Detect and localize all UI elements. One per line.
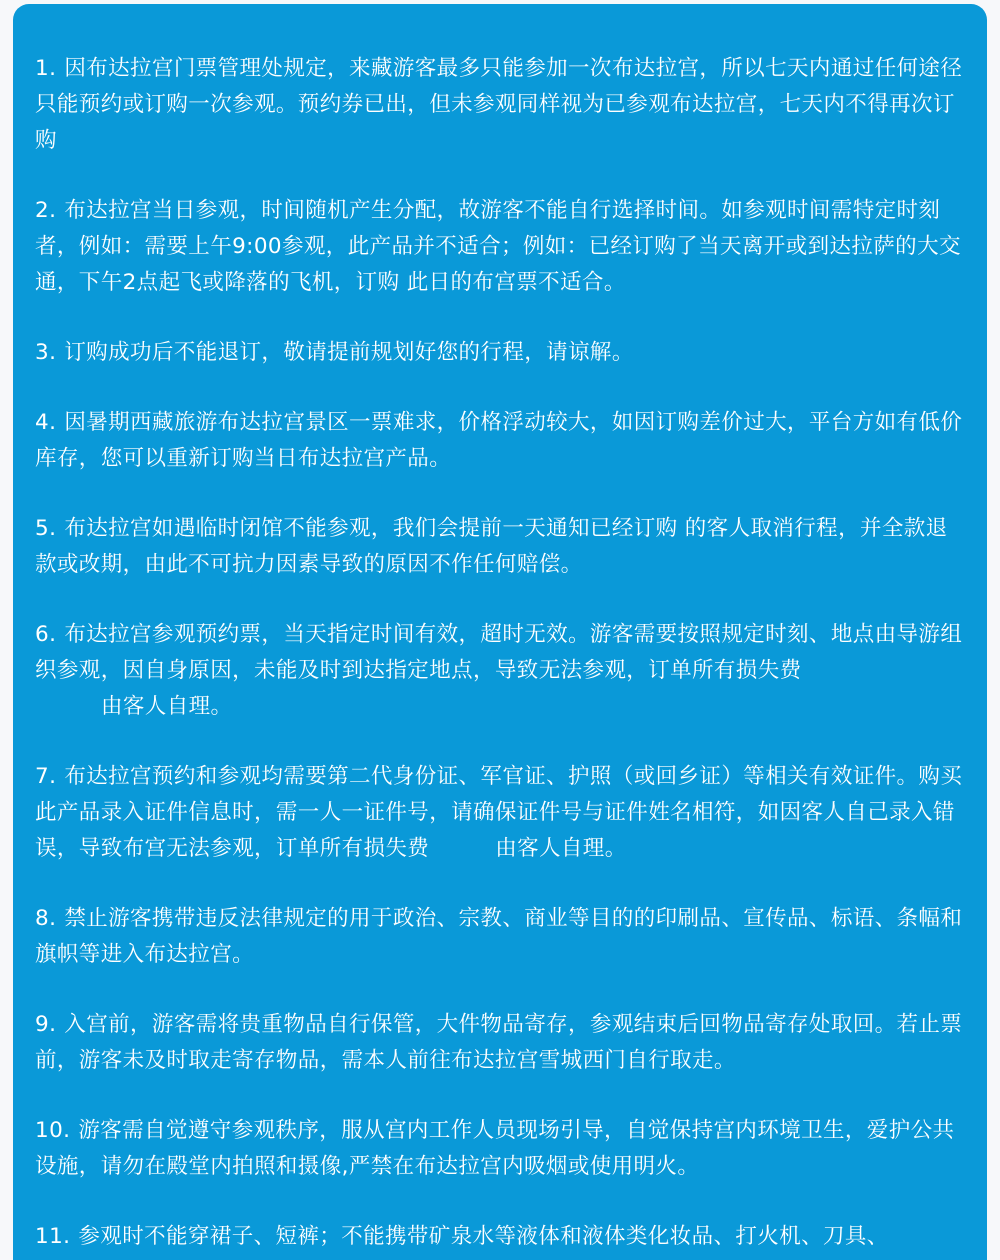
notice-number: 5. <box>35 516 57 541</box>
notice-item-5 <box>35 511 965 583</box>
notice-number: 1. <box>35 56 57 81</box>
notice-item-6 <box>35 617 965 725</box>
notice-number: 8. <box>35 906 57 931</box>
notice-text: 布达拉宫参观预约票，当天指定时间有效，超时无效。游客需要按照规定时刻、地点由导游组织参观，因自身原因，未能及时到达指定地点，导致无法参观，订单所有损失费 <box>35 622 963 683</box>
notice-item-3 <box>35 335 965 371</box>
notice-item-9 <box>35 1007 965 1079</box>
notice-text: 因布达拉宫门票管理处规定，来藏游客最多只能参加一次布达拉宫，所以七天内通过任何途径只能预约或订购一次参观。预约券已出，但未参观同样视为已参观布达拉宫，七天内不得再次订购 <box>35 56 963 153</box>
notice-panel <box>13 4 987 1260</box>
notice-text: 因暑期西藏旅游布达拉宫景区一票难求，价格浮动较大，如因订购差价过大，平台方如有低价库存，您可以重新订购当日布达拉宫产品。 <box>35 410 963 471</box>
notice-text: 布达拉宫如遇临时闭馆不能参观，我们会提前一天通知已经订购 的客人取消行程，并全款退款或改期，由此不可抗力因素导致的原因不作任何赔偿。 <box>35 516 948 577</box>
notice-text: 布达拉宫当日参观，时间随机产生分配，故游客不能自行选择时间。如参观时间需特定时刻者，例如：需要上午9:00参观，此产品并不适合；例如：已经订购了当天离开或到达拉萨的大交通，下午2点起飞或降落的飞机，订购 此日的布宫票不适合。 <box>35 198 961 295</box>
notice-item-7 <box>35 759 965 867</box>
notice-number: 4. <box>35 410 57 435</box>
notice-number: 3. <box>35 340 57 365</box>
notice-text: 禁止游客携带违反法律规定的用于政治、宗教、商业等目的的印刷品、宣传品、标语、条幅和旗帜等进入布达拉宫。 <box>35 906 963 967</box>
notice-item-11 <box>35 1219 965 1255</box>
notice-number: 11. <box>35 1224 71 1249</box>
notice-text: 入宫前，游客需将贵重物品自行保管，大件物品寄存，参观结束后回物品寄存处取回。若止票前，游客未及时取走寄存物品，需本人前往布达拉宫雪城西门自行取走。 <box>35 1012 963 1073</box>
notice-item-4 <box>35 405 965 477</box>
notice-number: 6. <box>35 622 57 647</box>
notice-text: 游客需自觉遵守参观秩序，服从宫内工作人员现场引导，自觉保持宫内环境卫生，爱护公共设施，请勿在殿堂内拍照和摄像,严禁在布达拉宫内吸烟或使用明火。 <box>35 1118 955 1179</box>
notice-item-2 <box>35 193 965 301</box>
notice-tail: 由客人自理。 <box>101 694 233 719</box>
notice-number: 10. <box>35 1118 71 1143</box>
notice-text: 订购成功后不能退订，敬请提前规划好您的行程，请谅解。 <box>64 340 634 365</box>
notice-number: 7. <box>35 764 57 789</box>
notice-item-1 <box>35 51 965 159</box>
notice-tail: 由客人自理。 <box>495 836 627 861</box>
notice-item-8 <box>35 901 965 973</box>
notice-item-10 <box>35 1113 965 1185</box>
notice-text: 布达拉宫预约和参观均需要第二代身份证、军官证、护照（或回乡证）等相关有效证件。购买此产品录入证件信息时，需一人一证件号，请确保证件号与证件姓名相符，如因客人自己录入错误，导致布宫无法参观，订单所有损失费 <box>35 764 963 861</box>
notice-number: 2. <box>35 198 57 223</box>
notice-number: 9. <box>35 1012 57 1037</box>
notice-text: 参观时不能穿裙子、短裤；不能携带矿泉水等液体和液体类化妆品、打火机、刀具、 <box>78 1224 889 1249</box>
